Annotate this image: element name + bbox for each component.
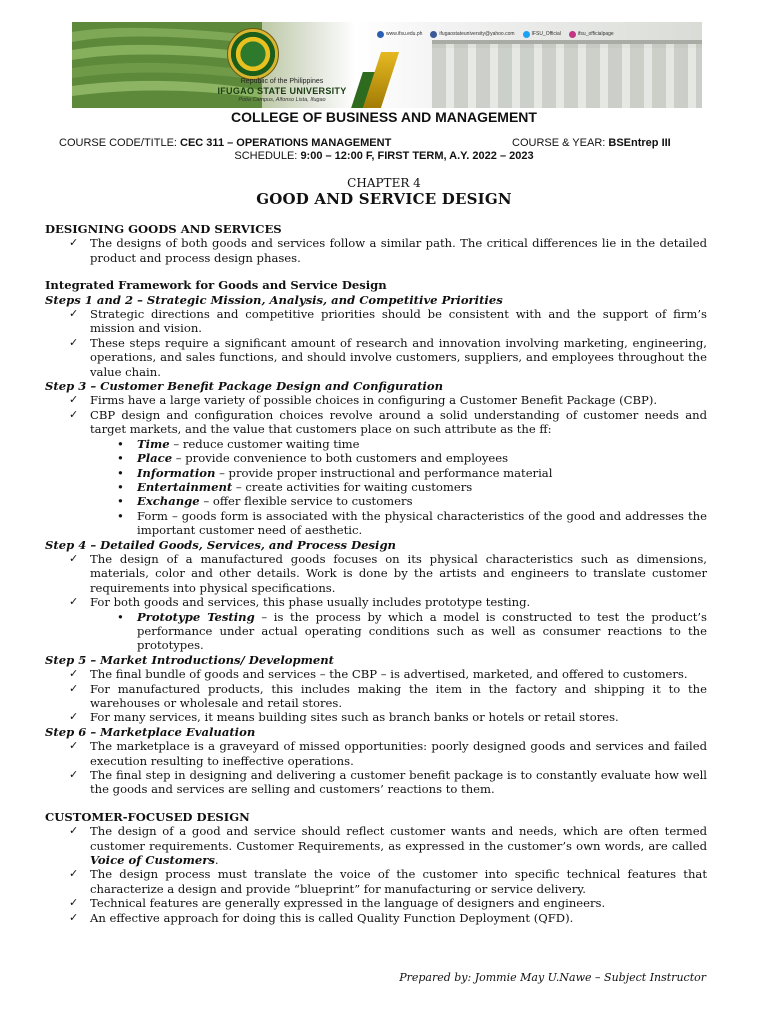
list-item: ✓ An effective approach for doing this is called Quality Function Deployment (QFD). (45, 911, 707, 925)
list-item: ✓ The final bundle of goods and services – the CBP – is advertised, marketed, and offered to customers. (45, 667, 707, 681)
checklist (45, 739, 707, 797)
chapter-number: CHAPTER 4 (347, 176, 421, 190)
bullet-list (45, 610, 707, 653)
section-heading: CUSTOMER-FOCUSED DESIGN (45, 809, 250, 824)
bullet-list (45, 437, 707, 538)
bullet-item: • Prototype Testing – is the process by which a model is constructed to test the product’s performance under actual operating conditions such as well as consumer reactions to the prototypes. (45, 610, 707, 653)
list-item: ✓ The design of a manufactured goods focuses on its physical characteristics such as dimensions, materials, color and other details. Work is done by the artists and engineers to translate customer requirements into physical specifications. (45, 552, 707, 595)
university-logo-block (197, 28, 367, 104)
course-year: COURSE & YEAR: BSEntrep III (512, 137, 671, 149)
list-item: ✓ For many services, it means building sites such as branch banks or hotels or retail stores. (45, 710, 707, 724)
bullet-item: • Place – provide convenience to both customers and employees (45, 451, 707, 465)
list-item: ✓ CBP design and configuration choices revolve around a solid understanding of customer needs and target markets, and the value that customers place on such attribute as the ff: (45, 408, 707, 437)
list-item: ✓ Firms have a large variety of possible choices in configuring a Customer Benefit Package (CBP). (45, 393, 707, 407)
section-heading: Integrated Framework for Goods and Service Design (45, 278, 387, 293)
document-body (45, 222, 707, 925)
schedule: SCHEDULE: 9:00 – 12:00 F, FIRST TERM, A.Y. 2022 – 2023 (234, 150, 534, 162)
instagram-icon (569, 31, 576, 38)
globe-icon (377, 31, 384, 38)
checklist (45, 552, 707, 610)
chapter-title: GOOD AND SERVICE DESIGN (256, 190, 512, 208)
social-website[interactable]: www.ifsu.edu.ph (377, 31, 422, 38)
list-item: ✓ For manufactured products, this includes making the item in the factory and shipping it to the warehouses or wholesale and retail stores. (45, 682, 707, 711)
university-name: IFUGAO STATE UNIVERSITY (217, 86, 347, 96)
step-heading: Step 4 – Detailed Goods, Services, and Process Design (45, 537, 396, 552)
university-seal-icon (227, 28, 279, 80)
step-heading: Step 5 – Market Introductions/ Development (45, 652, 335, 667)
list-item: ✓ Strategic directions and competitive priorities should be consistent with and the support of firm’s mission and vision. (45, 307, 707, 336)
prepared-by-footer: Prepared by: Jommie May U.Nawe – Subject Instructor (399, 971, 706, 984)
bullet-item: • Exchange – offer flexible service to customers (45, 494, 707, 508)
step-heading: Step 6 – Marketplace Evaluation (45, 724, 256, 739)
social-links (377, 28, 697, 40)
checklist (45, 393, 707, 436)
college-title: COLLEGE OF BUSINESS AND MANAGEMENT (231, 109, 537, 125)
facebook-icon (430, 31, 437, 38)
course-code-title: COURSE CODE/TITLE: CEC 311 – OPERATIONS MANAGEMENT (59, 137, 392, 149)
list-item: ✓ For both goods and services, this phase usually includes prototype testing. (45, 595, 707, 609)
building-image (432, 44, 702, 108)
step-heading: Steps 1 and 2 – Strategic Mission, Analysis, and Competitive Priorities (45, 292, 503, 307)
list-item: ✓ The design of a good and service should reflect customer wants and needs, which are often termed customer requirements. Customer Requirements, as expressed in the customer’s own words, are called Voice of Customers. (45, 824, 707, 867)
list-item: ✓ The final step in designing and delivering a customer benefit package is to constantly evaluate how well the goods and services are selling and customers’ reactions to them. (45, 768, 707, 797)
header-banner (72, 22, 702, 108)
checklist (45, 307, 707, 379)
republic-text: Republic of the Philippines (240, 78, 324, 85)
social-instagram[interactable]: ifsu_officialpage (569, 31, 614, 38)
twitter-icon (523, 31, 530, 38)
bullet-item: • Information – provide proper instructional and performance material (45, 466, 707, 480)
list-item: ✓ The design process must translate the voice of the customer into specific technical features that characterize a design and provide “blueprint” for manufacturing or service delivery. (45, 867, 707, 896)
list-item: ✓ The marketplace is a graveyard of missed opportunities: poorly designed goods and services and failed execution resulting to ineffective operations. (45, 739, 707, 768)
campus-text: Potia Campus, Alfonso Lista, Ifugao (238, 97, 326, 103)
step-heading: Step 3 – Customer Benefit Package Design and Configuration (45, 379, 444, 394)
social-facebook[interactable]: ifugaostateuniversity@yahoo.com (430, 31, 514, 38)
checklist (45, 667, 707, 725)
list-item: ✓ These steps require a significant amount of research and innovation involving marketing, engineering, operations, and sales functions, and should involve customers, suppliers, and employees throughout the value chain. (45, 336, 707, 379)
checklist (45, 824, 707, 925)
bullet-item: • Form – goods form is associated with the physical characteristics of the good and addresses the important customer need of aesthetic. (45, 509, 707, 538)
social-twitter[interactable]: IFSU_Official (523, 31, 561, 38)
list-item: ✓ Technical features are generally expressed in the language of designers and engineers. (45, 896, 707, 910)
section-heading: DESIGNING GOODS AND SERVICES (45, 222, 282, 236)
list-item: ✓ The designs of both goods and services follow a similar path. The critical differences lie in the detailed product and process design phases. (45, 236, 707, 265)
checklist (45, 236, 707, 265)
bullet-item: • Entertainment – create activities for waiting customers (45, 480, 707, 494)
bullet-item: • Time – reduce customer waiting time (45, 437, 707, 451)
